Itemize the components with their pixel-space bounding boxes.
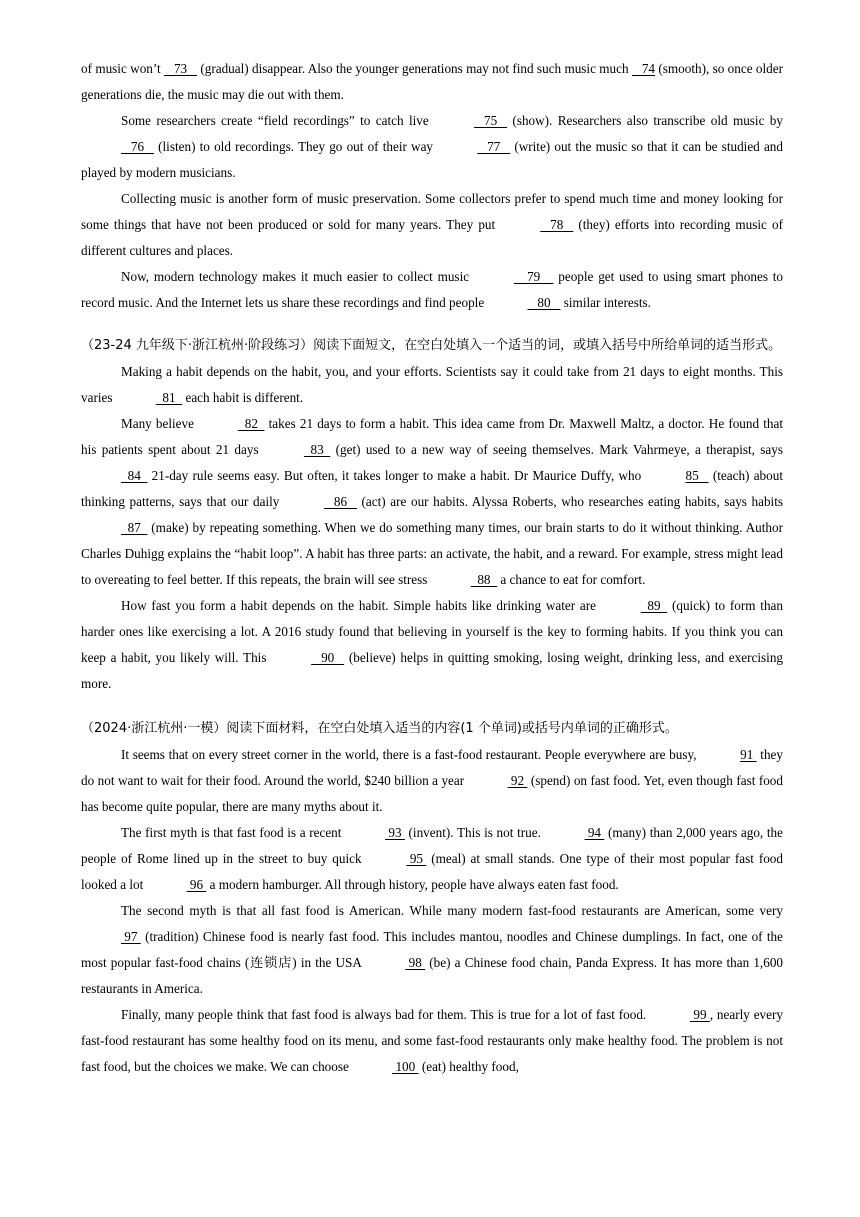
answer-blank-90[interactable]: 90 xyxy=(311,650,345,665)
passage-text: Many believe xyxy=(121,416,199,431)
answer-blank-85[interactable]: 85 xyxy=(685,468,709,483)
passage3-paragraph-2 xyxy=(81,820,783,898)
passage-text: (they) efforts into recording music of different cultures and places. xyxy=(81,217,783,258)
passage1-paragraph-3 xyxy=(81,186,783,264)
passage-text: Making a habit depends on the habit, you, and your efforts. Scientists say it could take from 21 days to eight months. This varies xyxy=(81,364,783,405)
passage-text: Some researchers create “field recordings” to catch live xyxy=(121,113,435,128)
passage-text: of music won’t xyxy=(81,61,165,76)
answer-blank-79[interactable]: 79 xyxy=(513,269,554,284)
passage2-paragraph-2 xyxy=(81,411,783,593)
answer-blank-99[interactable]: 99 xyxy=(690,1007,710,1022)
answer-blank-92[interactable]: 92 xyxy=(507,773,528,788)
answer-blank-93[interactable]: 93 xyxy=(385,825,405,840)
answer-blank-78[interactable]: 78 xyxy=(540,217,574,232)
passage2-paragraph-1 xyxy=(81,359,783,411)
passage-text: each habit is different. xyxy=(182,390,304,405)
passage2-instructions: （23-24 九年级下·浙江杭州·阶段练习）阅读下面短文，在空白处填入一个适当的词，或填入括号中所给单词的适当形式。 xyxy=(81,338,782,353)
passage-text: (get) used to a new way of seeing themselves. Mark Vahrmeye, a therapist, says xyxy=(330,442,783,457)
passage-text: they do not want to wait for their food. Around the world, $240 billion a year xyxy=(81,747,783,788)
passage-text: (eat) healthy food, xyxy=(418,1059,519,1074)
passage-text: (be) a Chinese food chain, Panda Express. It has more than 1,600 restaurants in America. xyxy=(81,955,784,996)
passage3-instructions: （2024·浙江杭州·一模）阅读下面材料，在空白处填入适当的内容(1 个单词)或括号内单词的正确形式。 xyxy=(81,721,678,736)
passage-text: (many) than 2,000 years ago, the people of Rome lined up in the street to buy quick xyxy=(81,825,783,866)
passage3-paragraph-4 xyxy=(81,1002,783,1080)
answer-blank-80[interactable]: 80 xyxy=(527,295,561,310)
passage-text: (show). Researchers also transcribe old music by xyxy=(507,113,783,128)
passage-text: 21-day rule seems easy. But often, it takes longer to make a habit. Dr Maurice Duffy, who xyxy=(147,468,646,483)
passage-text: (meal) at small stands. One type of their most popular fast food looked a lot xyxy=(81,851,783,892)
passage1-paragraph-2 xyxy=(81,108,783,186)
answer-blank-95[interactable]: 95 xyxy=(406,851,427,866)
passage-text: a modern hamburger. All through history, people have always eaten fast food. xyxy=(206,877,619,892)
passage-text: (make) by repeating something. When we do something many times, our brain starts to do it without thinking. Author Charles Duhigg explains the “habit loop”. A habit has three parts: an activate, the habit, and a reward. For example, stress might lead to overeating to feel better. If this repeats, the brain will see stress xyxy=(81,520,783,587)
answer-blank-83[interactable]: 83 xyxy=(303,442,331,457)
passage-text: How fast you form a habit depends on the habit. Simple habits like drinking water are xyxy=(121,598,601,613)
passage-text: (act) are our habits. Alyssa Roberts, who researches eating habits, says habits xyxy=(356,494,784,509)
answer-blank-88[interactable]: 88 xyxy=(470,572,498,587)
passage-text: (believe) helps in quitting smoking, losing weight, drinking less, and exercising more. xyxy=(81,650,784,691)
passage-text: a chance to eat for comfort. xyxy=(497,572,646,587)
passage1-paragraph-4 xyxy=(81,264,783,316)
passage-text: (write) out the music so that it can be studied and played by modern musicians. xyxy=(81,139,783,180)
passage-text: people get used to using smart phones to record music. And the Internet lets us share these recordings and find people xyxy=(81,269,784,310)
passage-text: (tradition) Chinese food is nearly fast food. This includes mantou, noodles and Chinese dumplings. In fact, one of the most popular fast-food chains (连锁店) in the USA xyxy=(81,929,783,970)
answer-blank-73[interactable]: 73 xyxy=(164,61,198,76)
answer-blank-87[interactable]: 87 xyxy=(121,520,148,535)
answer-blank-74[interactable]: 74 xyxy=(631,61,656,76)
passage-text: (gradual) disappear. Also the younger generations may not find such music much xyxy=(197,61,632,76)
worksheet-page xyxy=(81,56,783,1080)
passage2-paragraph-3 xyxy=(81,593,783,697)
passage-text: similar interests. xyxy=(560,295,651,310)
answer-blank-94[interactable]: 94 xyxy=(584,825,605,840)
passage-text: Now, modern technology makes it much easier to collect music xyxy=(121,269,474,284)
passage-text: The second myth is that all fast food is American. While many modern fast-food restaurants are American, some very xyxy=(121,903,783,918)
answer-blank-82[interactable]: 82 xyxy=(238,416,265,431)
passage-text: (quick) to form than harder ones like exercising a lot. A 2016 study found that believing in yourself is the key to forming habits. If you think you can keep a habit, you likely will. This xyxy=(81,598,783,665)
answer-blank-96[interactable]: 96 xyxy=(186,877,207,892)
answer-blank-97[interactable]: 97 xyxy=(121,929,141,944)
passage1-paragraph-1 xyxy=(81,56,783,108)
passage-text: (listen) to old recordings. They go out of their way xyxy=(153,139,438,154)
passage3-paragraph-3 xyxy=(81,898,783,1002)
answer-blank-81[interactable]: 81 xyxy=(155,390,183,405)
answer-blank-76[interactable]: 76 xyxy=(121,139,154,154)
answer-blank-100[interactable]: 100 xyxy=(392,1059,419,1074)
answer-blank-84[interactable]: 84 xyxy=(121,468,148,483)
passage-text: (invent). This is not true. xyxy=(404,825,545,840)
passage-text: takes 21 days to form a habit. This idea came from Dr. Maxwell Maltz, a doctor. He found that his patients spent about 21 days xyxy=(81,416,783,457)
answer-blank-98[interactable]: 98 xyxy=(405,955,426,970)
passage-text: Collecting music is another form of music preservation. Some collectors prefer to spend much time and money looking for some things that have not been produced or sold for many years. They put xyxy=(81,191,783,232)
passage-text: It seems that on every street corner in the world, there is a fast-food restaurant. People everywhere are busy, xyxy=(121,747,701,762)
passage3-paragraph-1 xyxy=(81,742,783,820)
answer-blank-86[interactable]: 86 xyxy=(323,494,357,509)
answer-blank-77[interactable]: 77 xyxy=(477,139,511,154)
passage-text: (spend) on fast food. Yet, even though fast food has become quite popular, there are many myths about it. xyxy=(81,773,783,814)
passage-text: , nearly every fast-food restaurant has some healthy food on its menu, and some fast-food restaurants only make healthy food. The problem is not fast food, but the choices we make. We can choose xyxy=(81,1007,783,1074)
passage-text: (teach) about thinking patterns, says that our daily xyxy=(81,468,784,509)
passage-text: (smooth), so once older generations die, the music may die out with them. xyxy=(81,61,784,102)
answer-blank-89[interactable]: 89 xyxy=(640,598,668,613)
passage-text: The first myth is that fast food is a recent xyxy=(121,825,346,840)
answer-blank-75[interactable]: 75 xyxy=(474,113,508,128)
answer-blank-91[interactable]: 91 xyxy=(740,747,757,762)
passage-text: Finally, many people think that fast food is always bad for them. This is true for a lot of fast food. xyxy=(121,1007,651,1022)
